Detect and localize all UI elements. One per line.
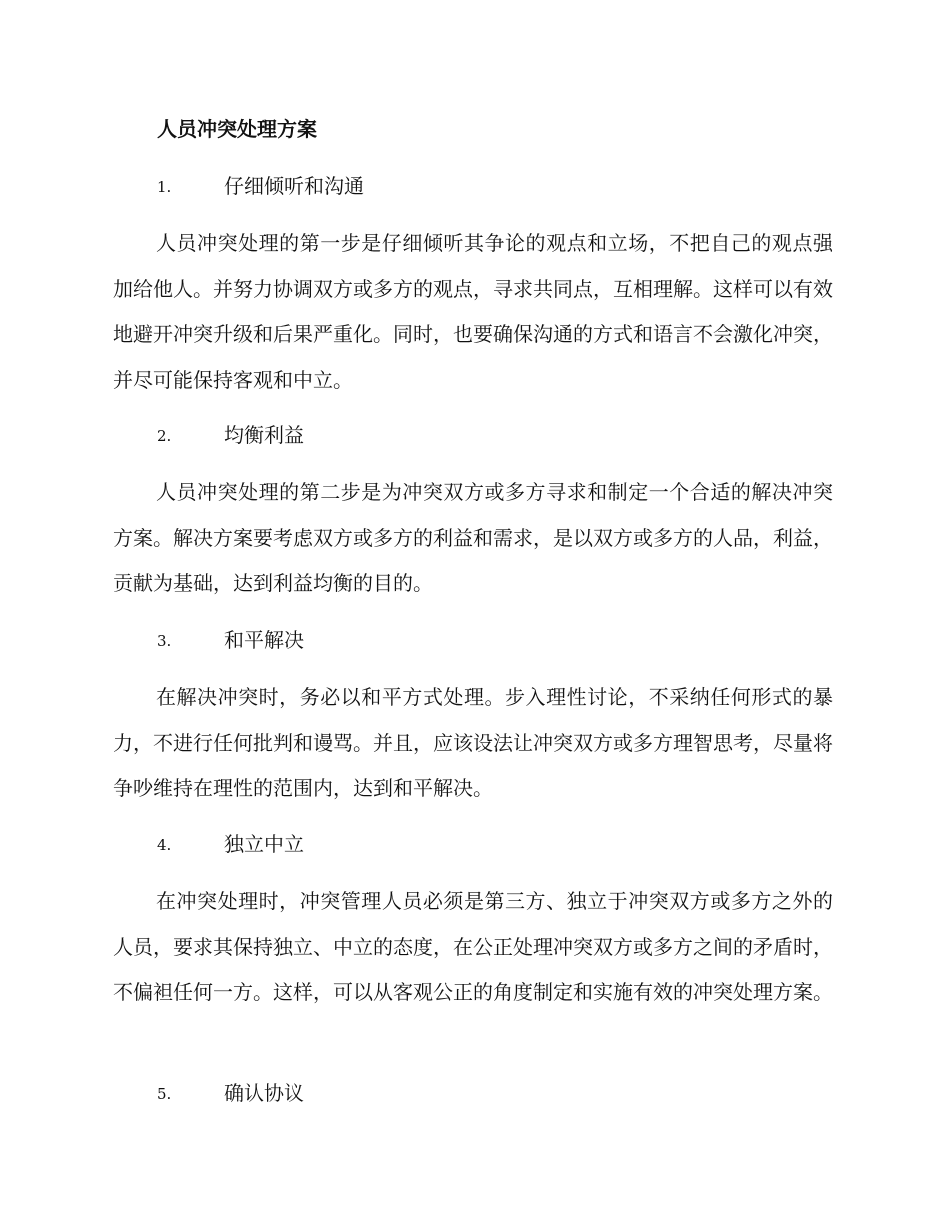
section-number: 1. [157,178,172,196]
section-title: 独立中立 [224,832,304,856]
document-title: 人员冲突处理方案 [157,117,317,141]
section-number: 3. [157,632,172,650]
section-number: 2. [157,427,172,445]
section-body-2: 人员冲突处理的第二步是为冲突双方或多方寻求和制定一个合适的解决冲突方案。解决方案要考虑双方或多方的利益和需求，是以双方或多方的人品，利益，贡献为基础，达到利益均衡的目的。 [113,480,833,595]
section-number: 5. [157,1085,172,1103]
section-body-4: 在冲突处理时，冲突管理人员必须是第三方、独立于冲突双方或多方之外的人员，要求其保持独立、中立的态度，在公正处理冲突双方或多方之间的矛盾时，不偏袒任何一方。这样，可以从客观公正的角度制定和实施有效的冲突处理方案。 [113,889,833,1004]
section-title: 仔细倾听和沟通 [224,174,364,198]
section-title: 确认协议 [224,1081,304,1105]
section-title: 和平解决 [224,628,304,652]
section-body-1: 人员冲突处理的第一步是仔细倾听其争论的观点和立场，不把自己的观点强加给他人。并努力协调双方或多方的观点，寻求共同点，互相理解。这样可以有效地避开冲突升级和后果严重化。同时，也要确保沟通的方式和语言不会激化冲突，并尽可能保持客观和中立。 [113,231,833,392]
section-number: 4. [157,836,172,854]
section-body-3: 在解决冲突时，务必以和平方式处理。步入理性讨论，不采纳任何形式的暴力，不进行任何批判和谩骂。并且，应该设法让冲突双方或多方理智思考，尽量将争吵维持在理性的范围内，达到和平解决。 [113,685,833,800]
section-title: 均衡利益 [224,423,304,447]
